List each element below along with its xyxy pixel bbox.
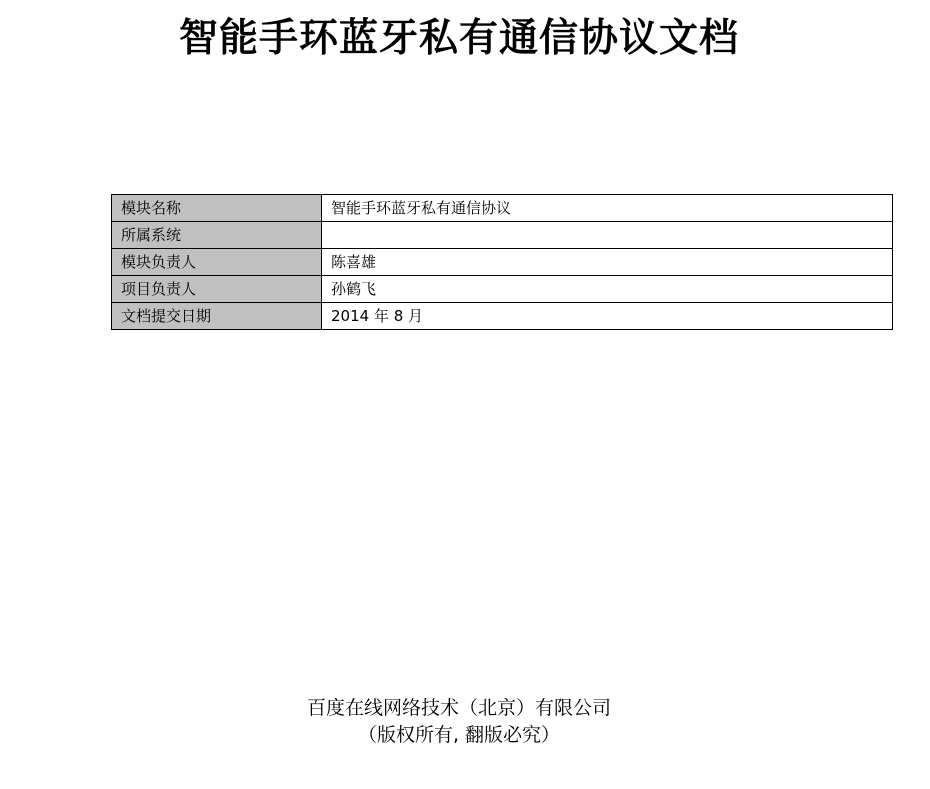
module-owner-value: 陈喜雄	[322, 249, 893, 276]
copyright-notice: （版权所有, 翻版必究）	[357, 724, 561, 746]
project-owner-label: 项目负责人	[112, 276, 322, 303]
module-name-label: 模块名称	[112, 195, 322, 222]
system-value	[322, 222, 893, 249]
table-row	[112, 276, 893, 303]
module-owner-label: 模块负责人	[112, 249, 322, 276]
table-row	[112, 195, 893, 222]
table-row	[112, 222, 893, 249]
document-title: 智能手环蓝牙私有通信协议文档	[178, 16, 739, 61]
submit-date-value: 2014 年 8 月	[322, 303, 893, 330]
document-info-table	[111, 194, 893, 330]
company-name: 百度在线网络技术（北京）有限公司	[306, 697, 611, 719]
table-row	[112, 249, 893, 276]
project-owner-value: 孙鹤飞	[322, 276, 893, 303]
table-row	[112, 303, 893, 330]
submit-date-label: 文档提交日期	[112, 303, 322, 330]
system-label: 所属系统	[112, 222, 322, 249]
module-name-value: 智能手环蓝牙私有通信协议	[322, 195, 893, 222]
